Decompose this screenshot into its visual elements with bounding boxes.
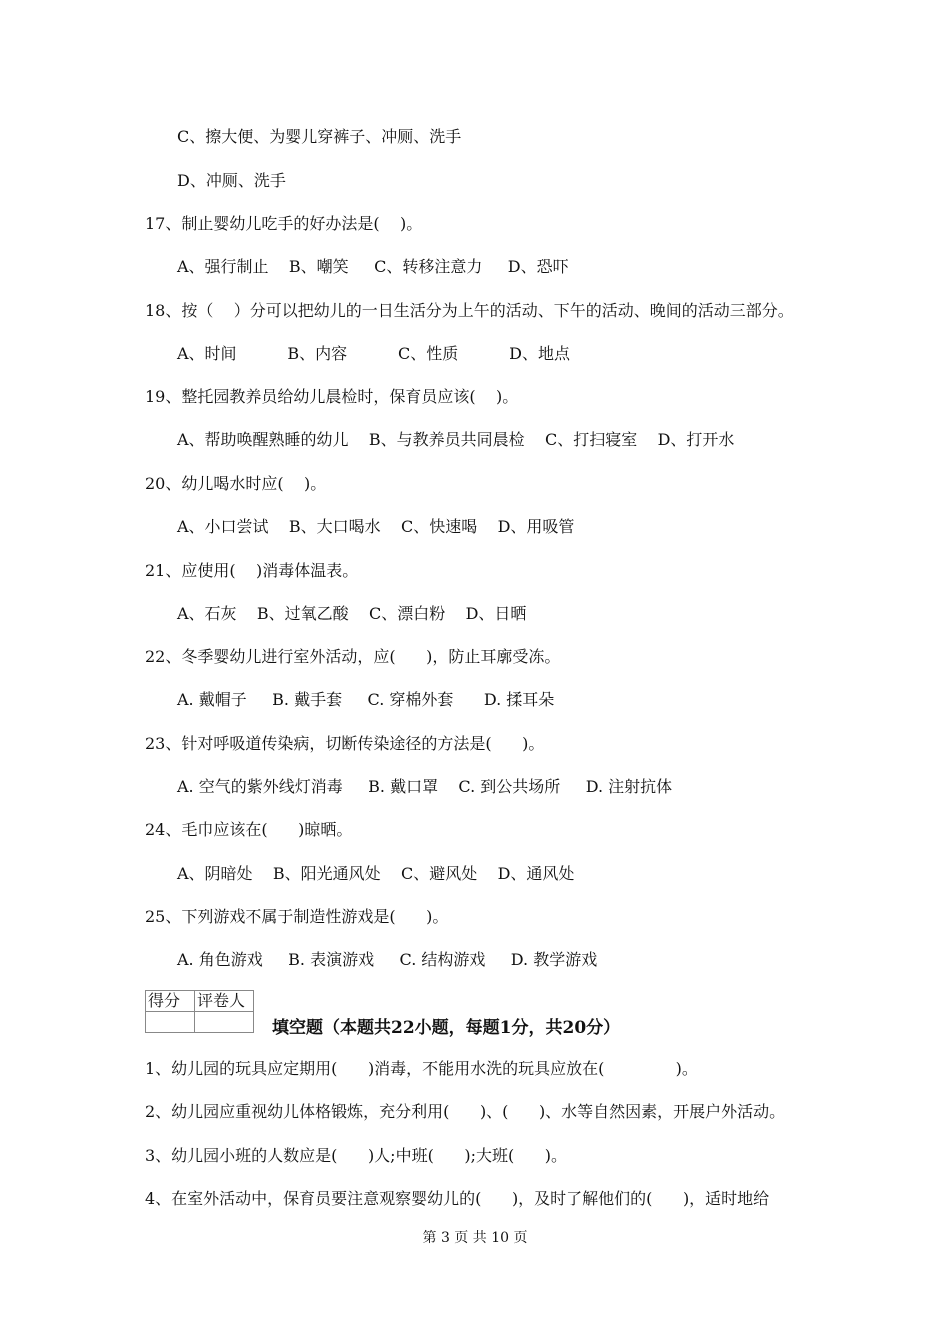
question-19: 19、整托园教养员给幼儿晨检时，保育员应该( )。 — [145, 387, 519, 406]
question-18-options: A、时间 B、内容 C、性质 D、地点 — [177, 344, 570, 363]
score-cell — [146, 1012, 195, 1033]
question-21: 21、应使用( )消毒体温表。 — [145, 561, 359, 580]
fill-question-4: 4、在室外活动中，保育员要注意观察婴幼儿的( )，及时了解他们的( )，适时地给 — [145, 1189, 770, 1208]
question-19-options: A、帮助唤醒熟睡的幼儿 B、与教养员共同晨检 C、打扫寝室 D、打开水 — [177, 430, 735, 449]
question-22: 22、冬季婴幼儿进行室外活动，应( )，防止耳廓受冻。 — [145, 647, 561, 666]
question-21-options: A、石灰 B、过氧乙酸 C、漂白粉 D、日晒 — [177, 604, 527, 623]
fill-question-1: 1、幼儿园的玩具应定期用( )消毒，不能用水洗的玩具应放在( )。 — [145, 1059, 698, 1078]
fill-question-2: 2、幼儿园应重视幼儿体格锻炼，充分利用( )、( )、水等自然因素，开展户外活动。 — [145, 1102, 786, 1121]
question-25: 25、下列游戏不属于制造性游戏是( )。 — [145, 907, 449, 926]
option-line: C、擦大便、为婴儿穿裤子、冲厕、洗手 — [177, 127, 462, 146]
option-line: D、冲厕、洗手 — [177, 171, 286, 190]
score-box — [145, 990, 254, 1033]
question-17-options: A、强行制止 B、嘲笑 C、转移注意力 D、恐吓 — [177, 257, 569, 276]
score-header: 得分 — [146, 991, 195, 1012]
question-22-options: A. 戴帽子 B. 戴手套 C. 穿棉外套 D. 揉耳朵 — [177, 690, 555, 709]
question-20-options: A、小口尝试 B、大口喝水 C、快速喝 D、用吸管 — [177, 517, 575, 536]
question-24-options: A、阴暗处 B、阳光通风处 C、避风处 D、通风处 — [177, 864, 575, 883]
page-footer: 第 3 页 共 10 页 — [422, 1230, 528, 1246]
question-24: 24、毛巾应该在( )晾晒。 — [145, 820, 353, 839]
question-17: 17、制止婴幼儿吃手的好办法是( )。 — [145, 214, 423, 233]
section-title: 填空题（本题共22小题，每题1分，共20分） — [272, 1018, 621, 1038]
question-23: 23、针对呼吸道传染病，切断传染途径的方法是( )。 — [145, 734, 545, 753]
question-23-options: A. 空气的紫外线灯消毒 B. 戴口罩 C. 到公共场所 D. 注射抗体 — [177, 777, 673, 796]
fill-question-3: 3、幼儿园小班的人数应是( )人;中班( );大班( )。 — [145, 1146, 567, 1165]
reviewer-cell — [195, 1012, 254, 1033]
question-20: 20、幼儿喝水时应( )。 — [145, 474, 327, 493]
question-18: 18、按（ ）分可以把幼儿的一日生活分为上午的活动、下午的活动、晚间的活动三部分。 — [145, 301, 794, 320]
reviewer-header: 评卷人 — [195, 991, 254, 1012]
question-25-options: A. 角色游戏 B. 表演游戏 C. 结构游戏 D. 教学游戏 — [177, 950, 598, 969]
